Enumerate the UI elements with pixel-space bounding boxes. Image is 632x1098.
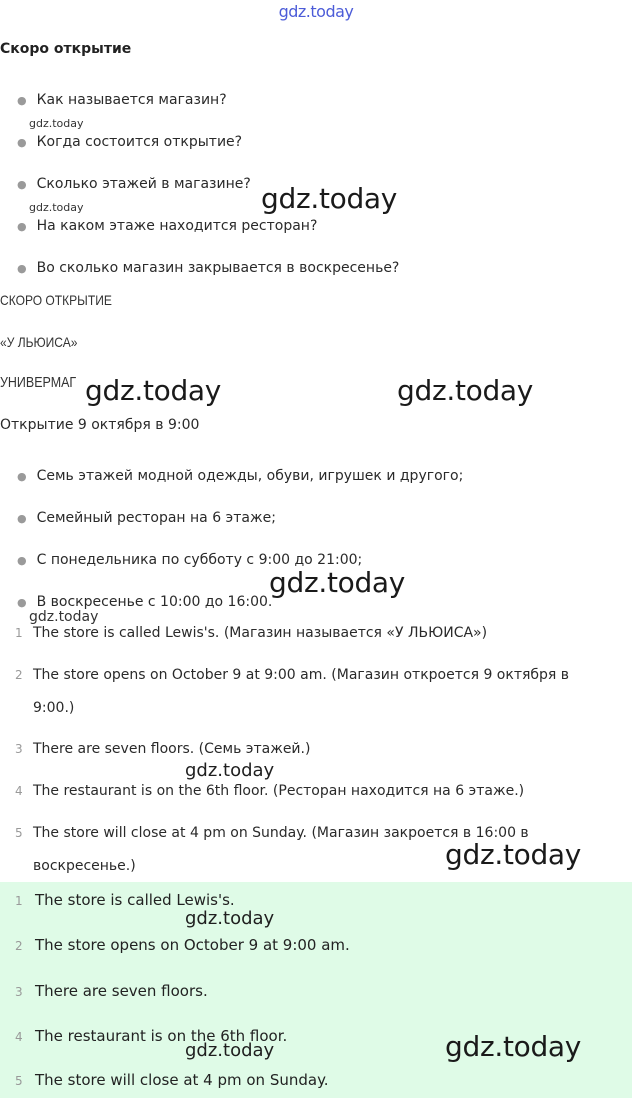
question-text: Когда состоится открытие? <box>36 134 243 150</box>
answer-text: The store is called Lewis's. (Магазин называется «У ЛЬЮИСА») <box>33 625 488 641</box>
ad-heading: СКОРО ОТКРЫТИЕ <box>0 292 112 308</box>
watermark: gdz.today <box>29 609 99 625</box>
question-item <box>17 134 242 150</box>
translated-answer <box>15 741 310 757</box>
answer-number: 1 <box>15 626 23 640</box>
answer-number: 1 <box>15 894 23 908</box>
watermark: gdz.today <box>185 908 275 929</box>
answer-text: There are seven floors. (Семь этажей.) <box>33 741 311 757</box>
watermark: gdz.today <box>269 566 406 599</box>
question-item <box>17 176 251 192</box>
bullet-icon: ● <box>17 512 27 525</box>
feature-text: Семь этажей модной одежды, обуви, игрушек и другого; <box>36 468 464 484</box>
answer-text: The restaurant is on the 6th floor. (Ресторан находится на 6 этаже.) <box>33 783 525 799</box>
watermark: gdz.today <box>185 1040 275 1061</box>
watermark: gdz.today <box>397 374 534 407</box>
answer-number: 2 <box>15 668 23 682</box>
watermark: gdz.today <box>185 760 275 781</box>
watermark: gdz.today <box>85 374 222 407</box>
answer-text: The store opens on October 9 at 9:00 am. <box>35 936 350 954</box>
answer-continuation: 9:00.) <box>33 700 75 716</box>
question-item <box>17 260 399 276</box>
bullet-icon: ● <box>17 94 27 107</box>
answer-text: The restaurant is on the 6th floor. <box>35 1027 288 1045</box>
watermark: gdz.today <box>445 1030 582 1063</box>
answer-number: 2 <box>15 939 23 953</box>
answer-number: 4 <box>15 1030 23 1044</box>
answer-item <box>15 982 208 1000</box>
question-text: Сколько этажей в магазине? <box>36 176 251 192</box>
answer-number: 4 <box>15 784 23 798</box>
feature-item <box>17 468 463 484</box>
answer-number: 3 <box>15 985 23 999</box>
answer-text: The store is called Lewis's. <box>35 891 235 909</box>
watermark: gdz.today <box>261 182 398 215</box>
feature-text: Семейный ресторан на 6 этаже; <box>36 510 276 526</box>
watermark: gdz.today <box>29 117 84 130</box>
page-title: Скоро открытие <box>0 41 132 57</box>
watermark: gdz.today <box>29 201 84 214</box>
answer-text: The store will close at 4 pm on Sunday. (Магазин закроется в 16:00 в <box>33 825 529 841</box>
answer-item <box>15 891 235 909</box>
answer-item <box>15 936 350 954</box>
answer-continuation: воскресенье.) <box>33 858 136 874</box>
bullet-icon: ● <box>17 470 27 483</box>
bullet-icon: ● <box>17 136 27 149</box>
answer-text: The store will close at 4 pm on Sunday. <box>35 1071 329 1089</box>
bullet-icon: ● <box>17 262 27 275</box>
bullet-icon: ● <box>17 178 27 191</box>
feature-text: С понедельника по субботу с 9:00 до 21:00; <box>36 552 363 568</box>
bullet-icon: ● <box>17 220 27 233</box>
answer-number: 5 <box>15 1074 23 1088</box>
feature-item <box>17 594 272 610</box>
site-logo: gdz.today <box>278 2 354 21</box>
answer-text: There are seven floors. <box>35 982 208 1000</box>
translated-answer <box>15 667 569 683</box>
answer-text: The store opens on October 9 at 9:00 am. (Магазин откроется 9 октября в <box>33 667 570 683</box>
question-text: Как называется магазин? <box>36 92 227 108</box>
bullet-icon: ● <box>17 596 27 609</box>
feature-item <box>17 510 276 526</box>
translated-answer <box>15 783 524 799</box>
answer-item <box>15 1071 329 1089</box>
bullet-icon: ● <box>17 554 27 567</box>
translated-answer <box>15 625 487 641</box>
answer-number: 5 <box>15 826 23 840</box>
watermark: gdz.today <box>445 838 582 871</box>
question-item <box>17 218 317 234</box>
question-text: Во сколько магазин закрывается в воскресенье? <box>36 260 400 276</box>
question-item <box>17 92 227 108</box>
feature-text: В воскресенье с 10:00 до 16:00. <box>36 594 273 610</box>
opening-date: Открытие 9 октября в 9:00 <box>0 417 200 433</box>
store-name: «У ЛЬЮИСА» <box>0 334 78 350</box>
answer-number: 3 <box>15 742 23 756</box>
store-type: УНИВЕРМАГ <box>0 375 77 391</box>
question-text: На каком этаже находится ресторан? <box>36 218 318 234</box>
